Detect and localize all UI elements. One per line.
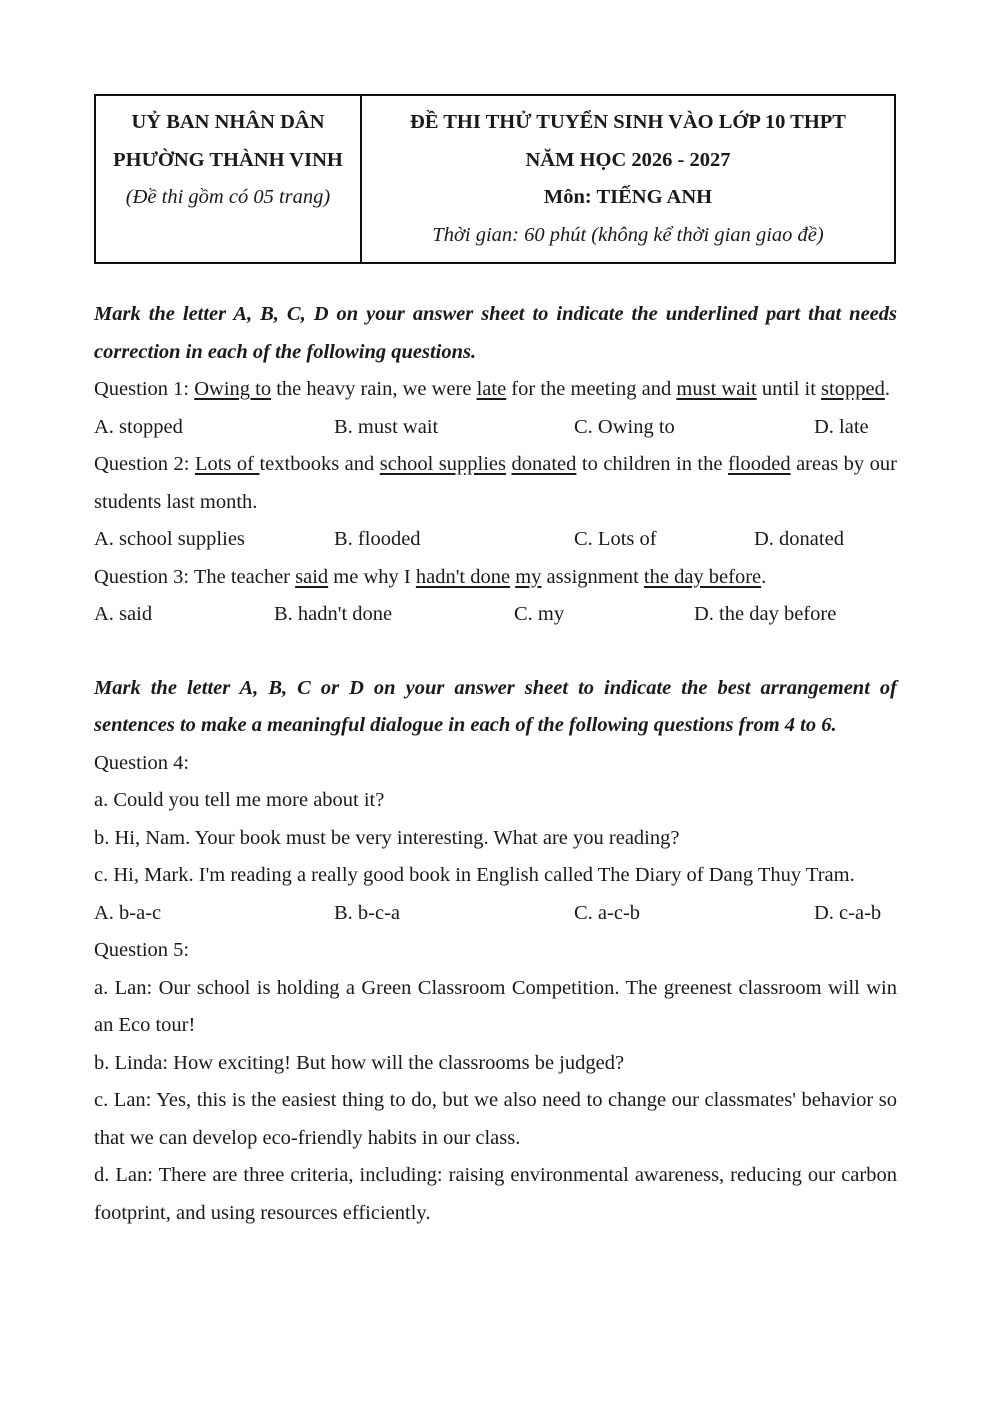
underlined-part: donated	[511, 453, 577, 475]
dialogue-line-a: a. Could you tell me more about it?	[94, 789, 385, 811]
question-text: me why I	[328, 565, 416, 588]
question-text: .	[761, 565, 767, 588]
question-text: to children in the	[576, 453, 728, 475]
exam-content	[94, 296, 897, 1232]
underlined-part: flooded	[727, 453, 791, 475]
question-2-options	[94, 521, 897, 559]
question-4-label: Question 4:	[94, 751, 190, 774]
dialogue-line-b: b. Hi, Nam. Your book must be very interesting. What are you reading?	[94, 826, 680, 849]
question-text: for the meeting and	[506, 378, 677, 400]
option-c: C. a-c-b	[574, 901, 641, 924]
underlined-part: late	[476, 378, 507, 400]
pages-note: (Đề thi gồm có 05 trang)	[125, 186, 331, 208]
option-d: D. late	[814, 415, 869, 438]
question-text: until it	[756, 378, 822, 400]
dialogue-line-c: c. Hi, Mark. I'm reading a really good book in English called The Diary of Dang Thuy Tram.	[94, 864, 855, 886]
option-d: D. the day before	[694, 603, 837, 625]
underlined-part: Owing to	[194, 378, 272, 400]
option-d: D. donated	[754, 528, 844, 550]
option-a: A. school supplies	[94, 528, 245, 550]
option-b: B. hadn't done	[274, 603, 393, 625]
underlined-part: hadn't done	[415, 565, 511, 588]
option-b: B. flooded	[334, 528, 421, 550]
option-d: D. c-a-b	[814, 901, 882, 924]
question-1-options	[94, 409, 897, 447]
question-4-options	[94, 895, 897, 933]
question-text: areas by our students last month.	[94, 453, 897, 513]
question-text: Question 1:	[94, 378, 195, 400]
authority-line-2: PHƯỜNG THÀNH VINH	[113, 148, 343, 171]
underlined-part: Lots of	[194, 453, 260, 475]
underlined-part: my	[515, 565, 542, 588]
question-1	[94, 371, 897, 409]
option-c: C. Lots of	[574, 528, 657, 550]
question-3	[94, 559, 897, 597]
underlined-part: school supplies	[379, 453, 506, 475]
dialogue-line-d: d. Lan: There are three criteria, including: raising environmental awareness, reducing our carbon footprint, and using resources efficiently.	[94, 1164, 897, 1224]
underlined-part: stopped	[821, 378, 885, 400]
option-a: A. b-a-c	[94, 901, 162, 924]
question-text: the heavy rain, we were	[271, 378, 477, 400]
section-spacer	[94, 634, 897, 670]
option-b: B. b-c-a	[334, 901, 401, 924]
authority-line-1: UỶ BAN NHÂN DÂN	[131, 111, 325, 133]
option-c: C. Owing to	[574, 415, 675, 438]
header-right-cell	[362, 96, 894, 262]
question-3-options	[94, 596, 897, 634]
option-c: C. my	[514, 603, 565, 625]
dialogue-line-b: b. Linda: How exciting! But how will the classrooms be judged?	[94, 1051, 625, 1074]
question-text: Question 2:	[94, 453, 195, 475]
underlined-part: said	[295, 565, 329, 588]
dialogue-line-c: c. Lan: Yes, this is the easiest thing to do, but we also need to change our classmates' behavior so that we can develop eco-friendly habits in our class.	[94, 1089, 897, 1149]
section1-instruction: Mark the letter A, B, C, D on your answer sheet to indicate the underlined part that needs correction in each of the following questions.	[94, 303, 897, 363]
question-text: textbooks and	[259, 453, 380, 475]
underlined-part: the day before	[643, 565, 762, 588]
school-year: NĂM HỌC 2026 - 2027	[525, 148, 731, 171]
dialogue-line-a: a. Lan: Our school is holding a Green Classroom Competition. The greenest classroom will win an Eco tour!	[94, 976, 897, 1036]
underlined-part: must wait	[676, 378, 757, 400]
subject: Môn: TIẾNG ANH	[543, 186, 713, 208]
exam-header-table	[94, 94, 896, 264]
question-text: Question 3: The teacher	[94, 565, 296, 588]
question-text: .	[884, 378, 890, 400]
exam-title: ĐỀ THI THỬ TUYỂN SINH VÀO LỚP 10 THPT	[410, 111, 846, 133]
time-allowed: Thời gian: 60 phút (không kể thời gian giao đề)	[432, 223, 824, 246]
section2-instruction: Mark the letter A, B, C or D on your answer sheet to indicate the best arrangement of sentences to make a meaningful dialogue in each of the following questions from 4 to 6.	[94, 676, 897, 736]
option-b: B. must wait	[334, 415, 439, 438]
option-a: A. stopped	[94, 415, 183, 438]
option-a: A. said	[94, 603, 153, 625]
question-text: assignment	[541, 565, 644, 588]
question-5-label: Question 5:	[94, 939, 190, 961]
header-left-cell	[96, 96, 362, 262]
question-2	[94, 446, 897, 521]
